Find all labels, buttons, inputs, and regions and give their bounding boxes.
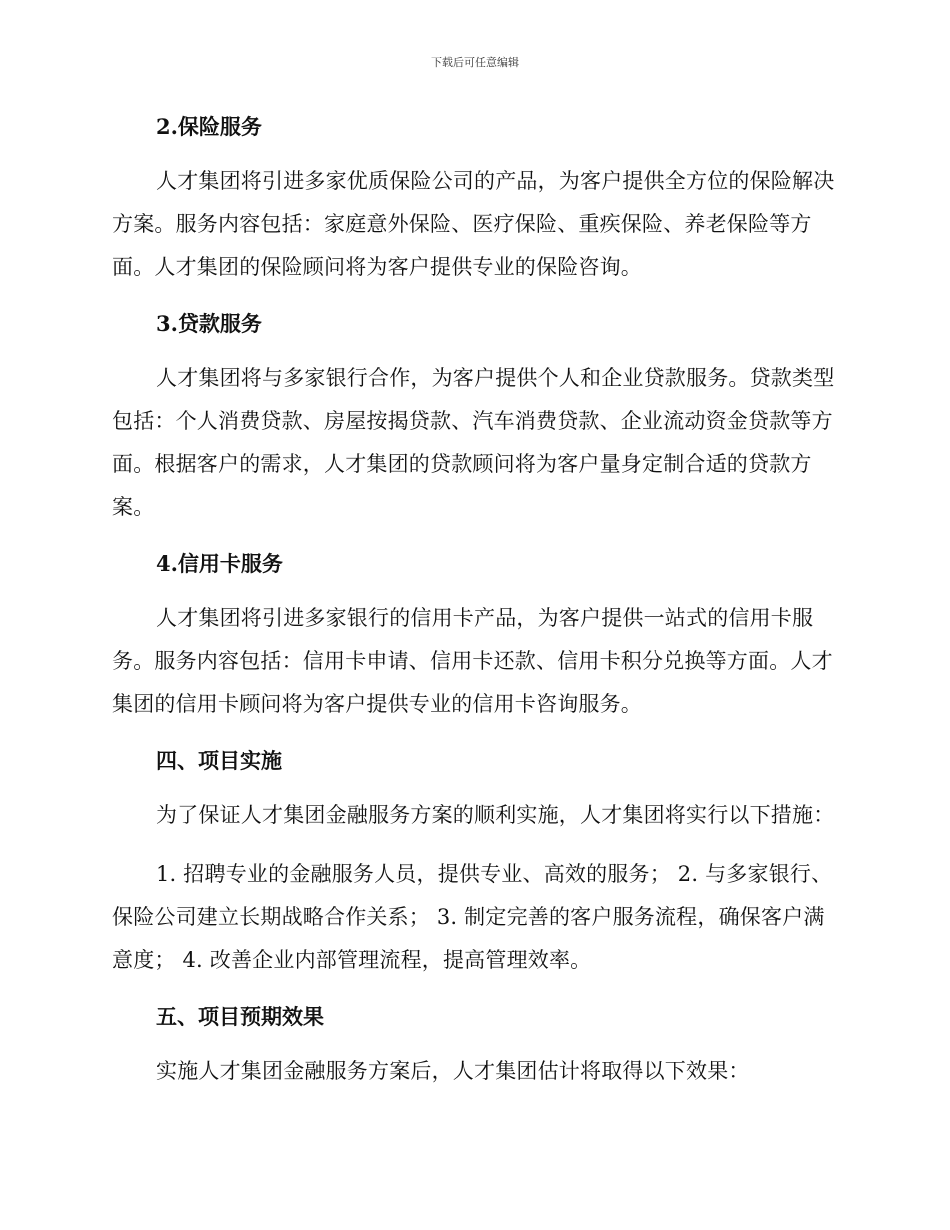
paragraph-credit-card: 人才集团将引进多家银行的信用卡产品，为客户提供一站式的信用卡服务。服务内容包括：信用卡申请、信用卡还款、信用卡积分兑换等方面。人才集团的信用卡顾问将为客户提供专业的信用卡咨询服务。 xyxy=(112,606,833,716)
section-heading-implementation: 四、项目实施 xyxy=(156,748,282,773)
paragraph-expected-results: 实施人才集团金融服务方案后，人才集团估计将取得以下效果： xyxy=(156,1059,750,1083)
header-note: 下载后可任意编辑 xyxy=(431,56,519,69)
section-heading-insurance: 2.保险服务 xyxy=(156,114,262,139)
section-heading-expected-results: 五、项目预期效果 xyxy=(156,1004,324,1029)
paragraph-loans: 人才集团将与多家银行合作，为客户提供个人和企业贷款服务。贷款类型包括：个人消费贷款、房屋按揭贷款、汽车消费贷款、企业流动资金贷款等方面。根据客户的需求，人才集团的贷款顾问将为客户量身定制合适的贷款方案。 xyxy=(112,366,835,519)
paragraph-implementation-measures: 1. 招聘专业的金融服务人员，提供专业、高效的服务； 2. 与多家银行、保险公司建立长期战略合作关系； 3. 制定完善的客户服务流程，确保客户满意度； 4. 改善企业内部管理流程，提高管理效率。 xyxy=(112,862,833,972)
document-body xyxy=(112,108,836,1109)
section-heading-loans: 3.贷款服务 xyxy=(156,311,262,336)
paragraph-insurance: 人才集团将引进多家优质保险公司的产品，为客户提供全方位的保险解决方案。服务内容包括：家庭意外保险、医疗保险、重疾保险、养老保险等方面。人才集团的保险顾问将为客户提供专业的保险咨询。 xyxy=(112,169,835,279)
section-heading-credit-card: 4.信用卡服务 xyxy=(156,551,283,576)
paragraph-implementation-intro: 为了保证人才集团金融服务方案的顺利实施，人才集团将实行以下措施： xyxy=(156,803,835,827)
